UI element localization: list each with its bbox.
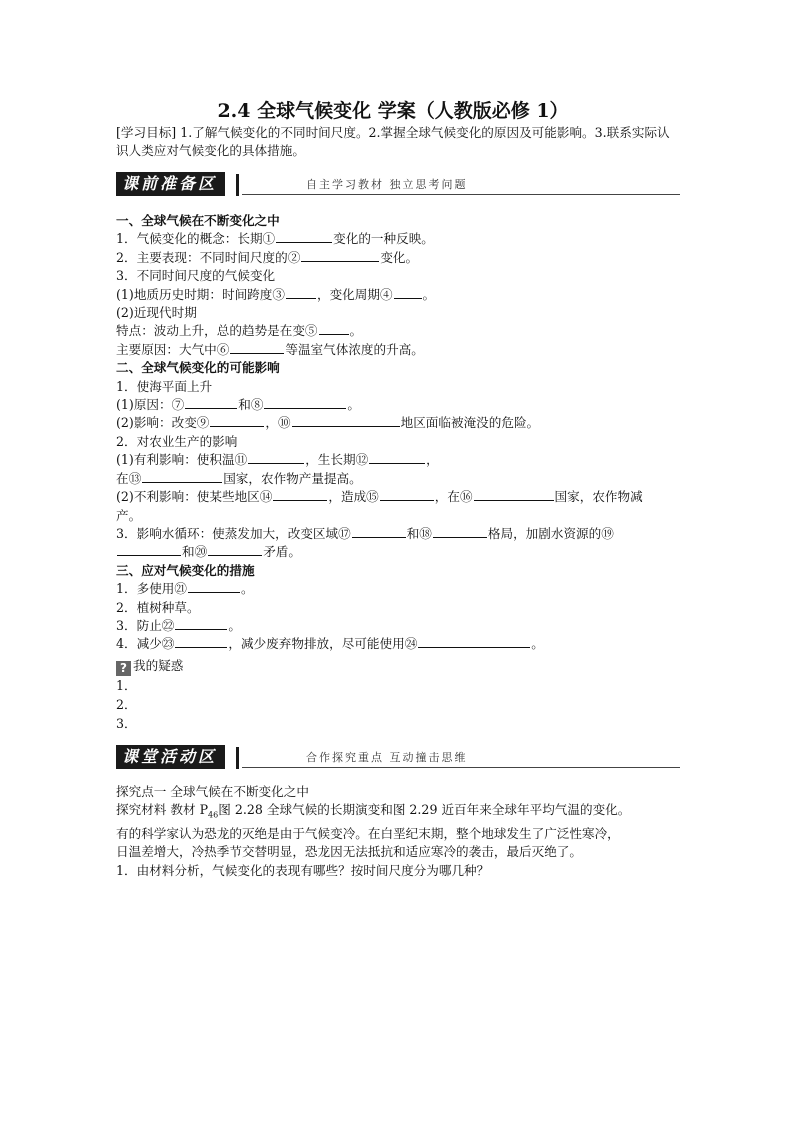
band-rule [242,194,680,195]
text: ，⑩ [265,415,291,431]
heading-impacts: 二、全球气候变化的可能影响 [116,360,280,376]
text: 我的疑惑 [133,657,184,673]
heading-climate-change: 一、全球气候在不断变化之中 [116,213,280,228]
text: (2)影响：改变⑨ [116,415,210,431]
fill-blank[interactable] [210,414,264,427]
text: 3．防止㉒ [116,617,175,633]
fill-blank[interactable] [185,396,237,409]
text: 地区面临被淹没的危险。 [400,415,540,431]
text: (1)有利影响：使积温⑪ [116,452,248,468]
doubt-item: 1． [116,677,137,693]
text: (2)不利影响：使某些地区⑭ [116,489,273,505]
band-subtitle: 自主学习教材 独立思考问题 [306,178,468,191]
text: ，在⑯ [434,489,473,505]
text: 矛盾。 [263,544,301,560]
text: ，减少废弃物排放，尽可能使用㉔ [228,636,418,652]
text: 。 [349,323,363,339]
text: 国家，农作物产量提高。 [223,470,362,486]
question-icon: ? [116,661,131,676]
fill-blank[interactable] [292,414,400,427]
text: 2．主要表现：不同时间尺度的② [116,249,301,265]
band-subtitle: 合作探究重点 互动撞击思维 [306,750,468,764]
explore-material [116,801,676,825]
text: ， [426,452,439,468]
text: 1．多使用㉑ [116,581,187,597]
text: 和⑧ [238,397,264,413]
explore-point: 探究点一 全球气候在不断变化之中 [116,783,309,799]
fill-blank[interactable] [418,635,530,648]
explore-text: 有的科学家认为恐龙的灭绝是由于气候变冷。在白垩纪末期，整个地球发生了广泛性寒冷， [116,826,620,842]
fill-blank[interactable] [142,470,222,483]
heading-measures: 三、应对气候变化的措施 [116,562,255,578]
text: 特点：波动上升，总的趋势是在变⑤ [116,323,318,339]
text: 。 [422,286,436,302]
fill-blank[interactable] [352,525,406,538]
page-subscript: 46 [208,810,219,820]
fill-blank[interactable] [433,525,487,538]
fill-blank[interactable] [273,488,327,501]
item-2-9 [116,525,676,543]
fill-blank[interactable] [276,230,332,243]
fill-blank[interactable] [319,322,349,335]
text: ，造成⑮ [328,489,379,505]
page-title: 2.4 全球气候变化 学案（人教版必修 1） [217,100,569,122]
item-3-3 [116,617,676,635]
text: 3．影响水循环：使蒸发加大，改变区域⑰ [116,525,351,541]
explore-question: 1．由材料分析，气候变化的表现有哪些？按时间尺度分为哪几种？ [116,862,490,878]
text: 。 [347,397,360,413]
band-title: 课堂活动区 [116,745,225,769]
fill-blank[interactable] [175,617,227,630]
section-band-inclass [116,745,676,771]
text: 主要原因：大气中⑥ [116,341,230,357]
item-2-6 [116,470,676,488]
doubt-item: 3． [116,715,137,731]
item-3-1 [116,580,676,598]
fill-blank[interactable] [301,249,379,262]
text: 。 [228,617,241,633]
fill-blank[interactable] [248,451,304,464]
text: 和⑱ [406,525,432,541]
item-1-4 [116,286,676,304]
item-1-7 [116,341,676,359]
text: 变化。 [380,249,419,265]
text: ，生长期⑫ [305,452,369,468]
worksheet-page [116,98,676,880]
item-2-2 [116,396,676,414]
fill-blank[interactable] [117,543,181,556]
doubt-item: 2． [116,696,137,712]
item-1-6 [116,322,676,340]
text: 变化的一种反映。 [333,231,434,247]
item-2-3 [116,414,676,432]
explore-text: 日温差增大，冷热季节交替明显，恐龙因无法抵抗和适应寒冷的袭击，最后灭绝了。 [116,844,582,860]
learning-goals: [学习目标] 1.了解气候变化的不同时间尺度。2.掌握全球气候变化的原因及可能影响。3.联系实际认识人类应对气候变化的具体措施。 [116,125,670,158]
text: 。 [240,581,254,597]
text: 图 2.28 全球气候的长期演变和图 2.29 近百年来全球年平均气温的变化。 [218,802,631,818]
fill-blank[interactable] [188,580,240,593]
text: (1)地质历史时期：时间跨度③ [116,286,285,302]
item-3-4 [116,635,676,653]
text: 。 [531,636,544,652]
band-title: 课前准备区 [116,172,225,196]
item-2-1: 1．使海平面上升 [116,378,213,394]
item-1-5: (2)近现代时期 [116,305,197,321]
text: 格局，加剧水资源的⑲ [487,525,614,541]
item-2-10 [116,543,676,561]
item-2-7 [116,488,676,506]
text: 和⑳ [182,544,208,560]
item-2-4: 2．对农业生产的影响 [116,433,238,449]
section-band-preclass [116,172,676,198]
fill-blank[interactable] [474,488,554,501]
fill-blank[interactable] [380,488,434,501]
fill-blank[interactable] [230,341,284,354]
band-divider [236,747,239,769]
doubt-heading [116,657,676,676]
item-1-3: 3．不同时间尺度的气候变化 [116,268,276,284]
fill-blank[interactable] [208,543,262,556]
item-2-8: 产。 [116,507,142,523]
text: 在⑬ [116,470,142,486]
fill-blank[interactable] [286,286,316,299]
text: 4．减少㉓ [116,636,175,652]
fill-blank[interactable] [175,635,227,648]
item-1-2 [116,249,676,267]
fill-blank[interactable] [369,451,425,464]
fill-blank[interactable] [264,396,346,409]
item-2-5 [116,451,676,469]
band-divider [236,174,239,196]
text: 探究材料 教材 P [116,802,209,818]
text: ，变化周期④ [316,286,393,302]
text: 国家，农作物减 [554,489,643,505]
text: 等温室气体浓度的升高。 [285,341,424,357]
band-rule [242,767,680,768]
text: (1)原因：⑦ [116,397,185,413]
item-3-2: 2．植树种草。 [116,599,200,615]
text: 1．气候变化的概念：长期① [116,231,276,247]
fill-blank[interactable] [394,286,422,299]
item-1-1 [116,230,676,248]
